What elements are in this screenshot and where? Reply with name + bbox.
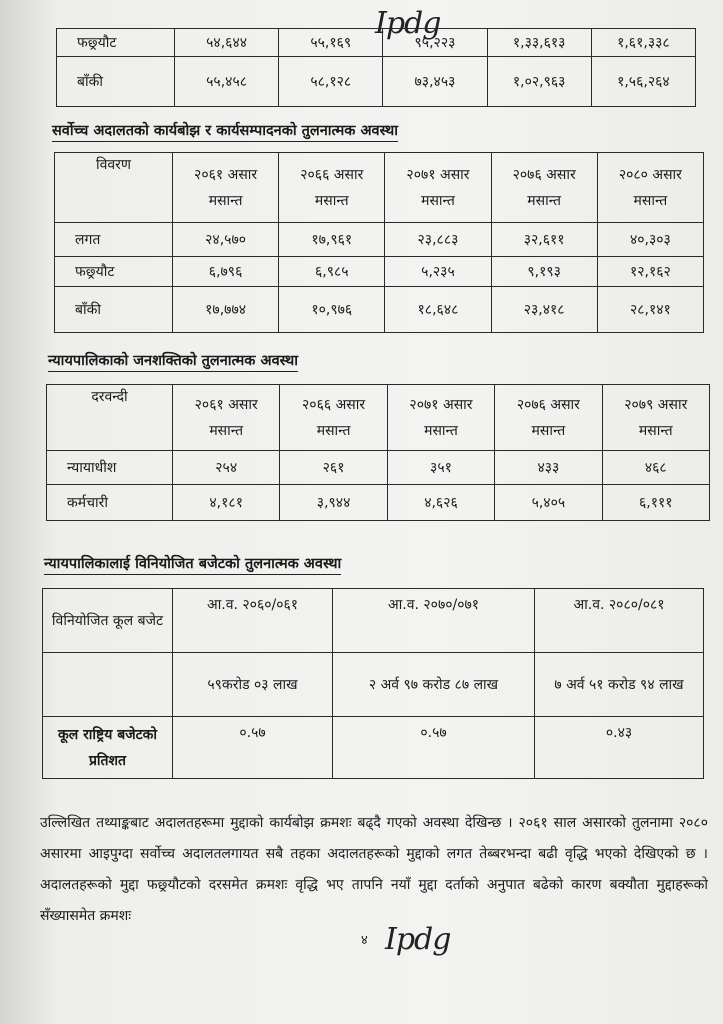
column-header: २०६१ असार मसान्त bbox=[173, 153, 279, 223]
table-cell: ४०,३०३ bbox=[597, 223, 703, 257]
table-cell: ७३,४५३ bbox=[383, 57, 487, 107]
column-header: आ.व. २०६०/०६१ bbox=[173, 589, 333, 653]
table-cell: २८,१४१ bbox=[597, 287, 703, 333]
table-row bbox=[57, 29, 696, 57]
page-number: ४ bbox=[361, 933, 368, 948]
table-cell: ३,९४४ bbox=[280, 485, 387, 521]
column-header: २०६६ असार मसान्त bbox=[279, 153, 385, 223]
table-cell: ४,१८१ bbox=[173, 485, 280, 521]
column-header: २०७९ असार मसान्त bbox=[602, 385, 709, 451]
table-cell: ७ अर्व ५१ करोड ९४ लाख bbox=[535, 653, 704, 717]
table-cell: ५९करोड ०३ लाख bbox=[173, 653, 333, 717]
section-heading-judiciary-budget: न्यायपालिकालाई विनियोजित बजेटको तुलनात्मक अवस्था bbox=[44, 553, 341, 575]
signature-bottom: Ipdg bbox=[385, 922, 451, 957]
table-cell: २ अर्व ९७ करोड ८७ लाख bbox=[333, 653, 535, 717]
row-label: फछ्र्यौट bbox=[55, 257, 173, 287]
column-header: आ.व. २०७०/०७१ bbox=[333, 589, 535, 653]
table-cell: ६,७९६ bbox=[173, 257, 279, 287]
column-header: विनियोजित कूल बजेट bbox=[43, 589, 173, 653]
column-header: २०७१ असार मसान्त bbox=[385, 153, 491, 223]
table-judiciary-budget bbox=[42, 588, 704, 779]
table-cell: २६१ bbox=[280, 451, 387, 485]
table-cell: ९५,२२३ bbox=[383, 29, 487, 57]
table-row bbox=[43, 717, 704, 779]
table-cell: ५८,१२८ bbox=[279, 57, 383, 107]
table-row bbox=[43, 653, 704, 717]
table-cell: ६,९८५ bbox=[279, 257, 385, 287]
table-cell: ५५,१६९ bbox=[279, 29, 383, 57]
table-cell: ६,१११ bbox=[602, 485, 709, 521]
table-continuation bbox=[56, 28, 696, 107]
column-header: २०६६ असार मसान्त bbox=[280, 385, 387, 451]
table-cell: १२,१६२ bbox=[597, 257, 703, 287]
table-supreme-court-workload bbox=[54, 152, 704, 333]
table-cell: १,५६,२६४ bbox=[591, 57, 695, 107]
table-cell: ४३३ bbox=[495, 451, 602, 485]
table-cell: १७,७७४ bbox=[173, 287, 279, 333]
table-row bbox=[55, 257, 704, 287]
row-label: कर्मचारी bbox=[47, 485, 173, 521]
row-label: कूल राष्ट्रिय बजेटको प्रतिशत bbox=[43, 717, 173, 779]
column-header: आ.व. २०८०/०८१ bbox=[535, 589, 704, 653]
table-cell: १,६१,३३८ bbox=[591, 29, 695, 57]
table-row bbox=[55, 223, 704, 257]
column-header: २०७६ असार मसान्त bbox=[491, 153, 597, 223]
table-cell: ९,१९३ bbox=[491, 257, 597, 287]
table-cell: ५५,४५८ bbox=[175, 57, 279, 107]
section-heading-judiciary-manpower: न्यायपालिकाको जनशक्तिको तुलनात्मक अवस्था bbox=[48, 350, 298, 372]
table-cell: ३२,६११ bbox=[491, 223, 597, 257]
column-header: २०७१ असार मसान्त bbox=[387, 385, 494, 451]
table-cell: ४६८ bbox=[602, 451, 709, 485]
body-paragraph: उल्लिखित तथ्याङ्कबाट अदालतहरूमा मुद्दाको कार्यबोझ क्रमशः बढ्दै गएको अवस्था देखिन्छ । २०६१ साल असारको तुलनामा २०८० असारमा आइपुग्दा सर्वोच्च अदालतलगायत सबै तहका अदालतहरूको मुद्दाको लगत तेब्बरभन्दा बढी वृद्धि भएको देखिएको छ । अदालतहरूको मुद्दा फछ्र्यौटको दरसमेत क्रमशः वृद्धि भए तापनि नयाँ मुद्दा दर्ताको अनुपात बढेको कारण बक्यौता मुद्दाहरूको सँख्यासमेत क्रमशः bbox=[40, 815, 708, 924]
table-cell: ०.५७ bbox=[173, 717, 333, 779]
table-judiciary-manpower bbox=[46, 384, 710, 521]
table-row bbox=[57, 57, 696, 107]
column-header: २०८० असार मसान्त bbox=[597, 153, 703, 223]
row-label: फछ्र्यौट bbox=[57, 29, 175, 57]
table-cell: २४,५७० bbox=[173, 223, 279, 257]
table-cell: ५४,६४४ bbox=[175, 29, 279, 57]
row-label: लगत bbox=[55, 223, 173, 257]
row-label: बाँकी bbox=[55, 287, 173, 333]
table-cell bbox=[43, 653, 173, 717]
table-header-row bbox=[55, 153, 704, 223]
table-cell: ४,६२६ bbox=[387, 485, 494, 521]
signature-top: Ipdg bbox=[375, 6, 441, 41]
table-row bbox=[47, 485, 710, 521]
row-label: न्यायाधीश bbox=[47, 451, 173, 485]
section-heading-supreme-court: सर्वोच्च अदालतको कार्यबोझ र कार्यसम्पादनको तुलनात्मक अवस्था bbox=[52, 120, 398, 142]
table-cell: ३५१ bbox=[387, 451, 494, 485]
table-cell: २३,४१८ bbox=[491, 287, 597, 333]
table-cell: १,३३,६१३ bbox=[487, 29, 591, 57]
column-header: दरवन्दी bbox=[47, 385, 173, 451]
table-cell: ५,२३५ bbox=[385, 257, 491, 287]
table-row bbox=[55, 287, 704, 333]
table-row bbox=[47, 451, 710, 485]
table-cell: ५,४०५ bbox=[495, 485, 602, 521]
table-cell: १७,९६१ bbox=[279, 223, 385, 257]
table-cell: १,०२,९६३ bbox=[487, 57, 591, 107]
table-header-row bbox=[43, 589, 704, 653]
column-header: २०६१ असार मसान्त bbox=[173, 385, 280, 451]
table-header-row bbox=[47, 385, 710, 451]
row-label: बाँकी bbox=[57, 57, 175, 107]
column-header: २०७६ असार मसान्त bbox=[495, 385, 602, 451]
table-cell: २३,८८३ bbox=[385, 223, 491, 257]
table-cell: ०.४३ bbox=[535, 717, 704, 779]
table-cell: १८,६४८ bbox=[385, 287, 491, 333]
column-header: विवरण bbox=[55, 153, 173, 223]
table-cell: १०,९७६ bbox=[279, 287, 385, 333]
table-cell: २५४ bbox=[173, 451, 280, 485]
table-cell: ०.५७ bbox=[333, 717, 535, 779]
